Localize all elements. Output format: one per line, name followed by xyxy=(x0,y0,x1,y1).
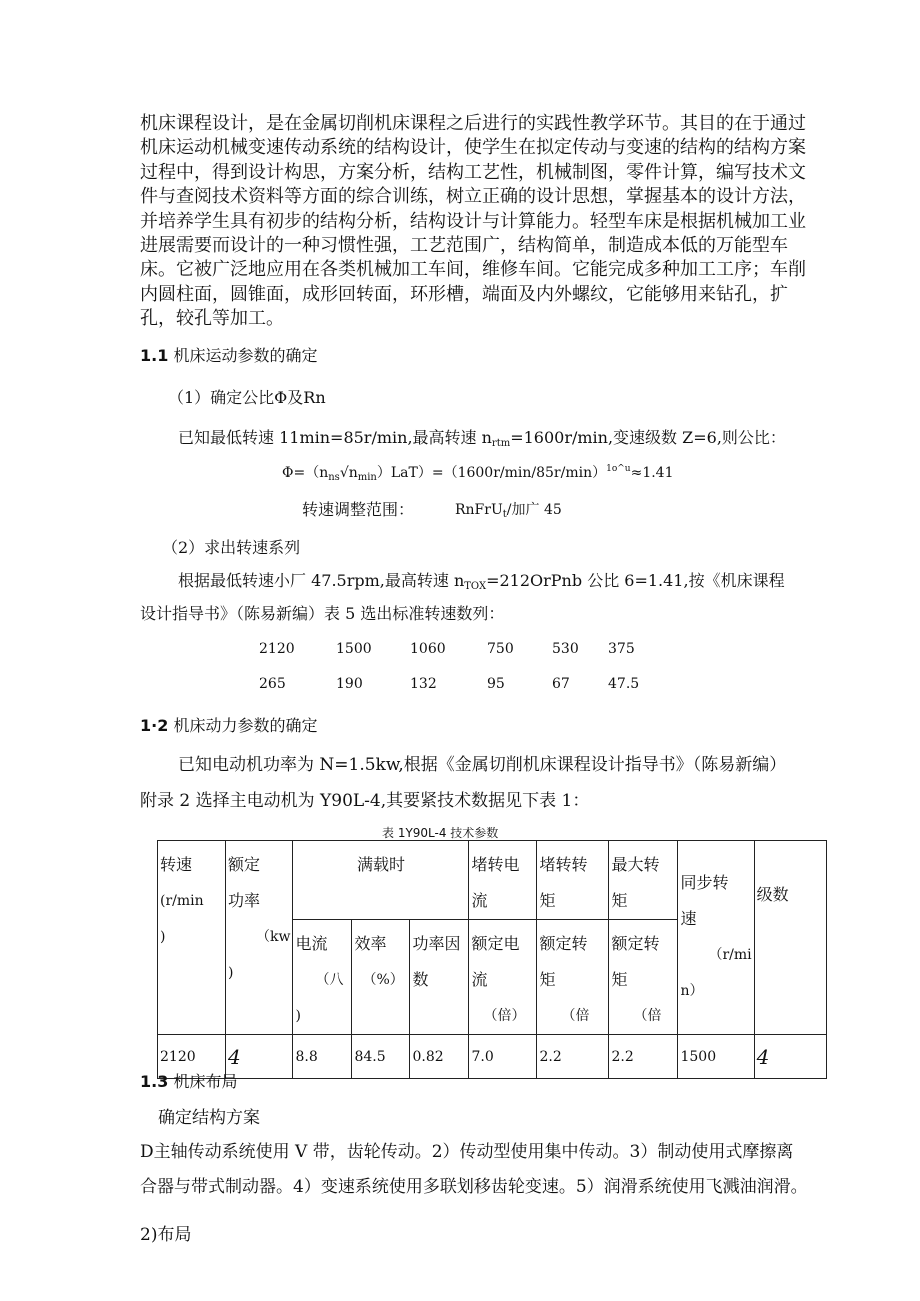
intro-line: 并培养学生具有初步的结构分析，结构设计与计算能力。轻型车床是根据机械加工业 xyxy=(140,210,806,232)
intro-line: 内圆柱面，圆锥面，成形回转面，环形槽，端面及内外螺纹，它能够用来钻孔，扩 xyxy=(140,283,788,305)
intro-paragraph xyxy=(140,112,840,332)
section-number: 1·2 xyxy=(140,716,169,735)
speed-value: 375 xyxy=(608,641,635,657)
header-full-load: 满载时 xyxy=(293,841,469,920)
range-label: 转速调整范围： xyxy=(302,500,415,519)
motor-line-1: 已知电动机功率为 N=1.5kw,根据《金属切削机床课程设计指导书》（陈易新编） xyxy=(178,755,787,775)
section-number: 1.3 xyxy=(140,1072,169,1091)
speed-value: 67 xyxy=(552,676,570,692)
cell-efficiency: 84.5 xyxy=(352,1035,410,1079)
cell-rated-power: 4 xyxy=(226,1035,293,1079)
intro-line: 过程中，得到设计构思，方案分析，结构工艺性，机械制图，零件计算，编写技术文 xyxy=(140,161,806,183)
speed-value: 47.5 xyxy=(608,676,640,692)
structure-subheading: 确定结构方案 xyxy=(158,1108,260,1128)
header-power-factor: 功率因 数 xyxy=(410,920,469,1035)
speed-value: 750 xyxy=(487,641,514,657)
cell-sync-speed: 1500 xyxy=(678,1035,754,1079)
basis-line-2: 设计指导书》（陈易新编）表 5 选出标准转速数列： xyxy=(140,604,505,623)
known-speeds-line: 已知最低转速 11min=85r/min,最高转速 $n_{rtm}=1600r/\min$,变速级数 Z=6,则公比： xyxy=(178,428,786,449)
section-title: 机床动力参数的确定 xyxy=(173,716,318,735)
speed-value: 530 xyxy=(552,641,579,657)
speed-value: 1500 xyxy=(336,641,372,657)
cell-speed: 2120 xyxy=(158,1035,226,1079)
speed-value: 190 xyxy=(336,676,363,692)
cell-current: 8.8 xyxy=(293,1035,352,1079)
cell-locked-torque: 2.2 xyxy=(537,1035,609,1079)
header-locked-current: 堵转电 流 xyxy=(469,841,537,920)
section-title: 机床布局 xyxy=(173,1072,238,1091)
intro-line: 件与查阅技术资料等方面的综合训练，树立正确的设计思想，掌握基本的设计方法， xyxy=(140,186,806,208)
header-max-torque: 最大转 矩 xyxy=(609,841,678,920)
table-row xyxy=(158,1035,827,1079)
section-heading-1-1 xyxy=(140,343,317,366)
speed-value: 1060 xyxy=(410,641,446,657)
section-heading-1-2 xyxy=(140,713,317,736)
speed-value: 132 xyxy=(410,676,437,692)
motor-spec-table xyxy=(157,840,827,1079)
structure-line-2: 合器与带式制动器。4）变速系统使用多联划移齿轮变速。5）润滑系统使用飞溅油润滑。 xyxy=(140,1177,808,1197)
cell-max-torque: 2.2 xyxy=(609,1035,678,1079)
header-rated-current: 额定电 流 （倍） xyxy=(469,920,537,1035)
speed-value: 2120 xyxy=(259,641,295,657)
section-heading-1-3 xyxy=(140,1069,237,1092)
header-locked-torque: 堵转转 矩 xyxy=(537,841,609,920)
cell-power-factor: 0.82 xyxy=(410,1035,469,1079)
cell-poles: 4 xyxy=(754,1035,826,1079)
intro-line: 机床运动机械变速传动系统的结构设计，使学生在拟定传动与变速的结构的结构方案 xyxy=(140,137,806,159)
intro-line: 机床课程设计，是在金属切削机床课程之后进行的实践性教学环节。其目的在于通过 xyxy=(140,113,806,134)
section-title: 机床运动参数的确定 xyxy=(173,346,318,365)
range-formula: RnFrU$_t$/加广 45 xyxy=(455,502,562,520)
header-rated-torque-max: 额定转 矩 （倍 xyxy=(609,920,678,1035)
intro-line: 进展需要而设计的一种习惯性强，工艺范围广，结构简单，制造成本低的万能型车 xyxy=(140,235,788,257)
step-1-heading: （1）确定公比Φ及Rn xyxy=(168,388,326,407)
header-rated-power: 额定 功率 （kw ) xyxy=(226,841,293,1035)
basis-line: 根据最低转速小厂 47.5rpm,最高转速 $n_{TOX}=212OrPnb$ 公比 6=1.41,按《机床课程 xyxy=(178,571,785,592)
table-caption: 表 1Y90L-4 技术参数 xyxy=(382,826,499,840)
section-number: 1.1 xyxy=(140,346,169,365)
layout-subheading: 2)布局 xyxy=(140,1225,192,1245)
header-rated-torque: 额定转 矩 （倍 xyxy=(537,920,609,1035)
header-current: 电流 （八 ) xyxy=(293,920,352,1035)
motor-line-2: 附录 2 选择主电动机为 Y90L-4,其要紧技术数据见下表 1： xyxy=(140,791,590,811)
ratio-formula: $\Phi=(n_{ns}√n_{min})LaT)=(1600r/\min/85r/\min)^{1o\^{}u}\approx 1.41$ xyxy=(282,464,674,483)
step-2-heading: （2）求出转速系列 xyxy=(162,538,301,557)
header-speed: 转速 (r/min ) xyxy=(158,841,226,1035)
header-efficiency: 效率 （%） xyxy=(352,920,410,1035)
intro-line: 床。它被广泛地应用在各类机械加工车间，维修车间。它能完成多种加工工序；车削 xyxy=(140,259,806,281)
header-sync-speed: 同步转 速 （r/mi n） xyxy=(678,841,754,1035)
structure-line-1: D主轴传动系统使用 V 带，齿轮传动。2）传动型使用集中传动。3）制动使用式摩擦离 xyxy=(140,1142,794,1162)
intro-line: 孔，较孔等加工。 xyxy=(140,308,284,330)
speed-value: 265 xyxy=(259,676,286,692)
header-poles: 级数 xyxy=(754,841,826,1035)
speed-value: 95 xyxy=(487,676,505,692)
cell-locked-current: 7.0 xyxy=(469,1035,537,1079)
